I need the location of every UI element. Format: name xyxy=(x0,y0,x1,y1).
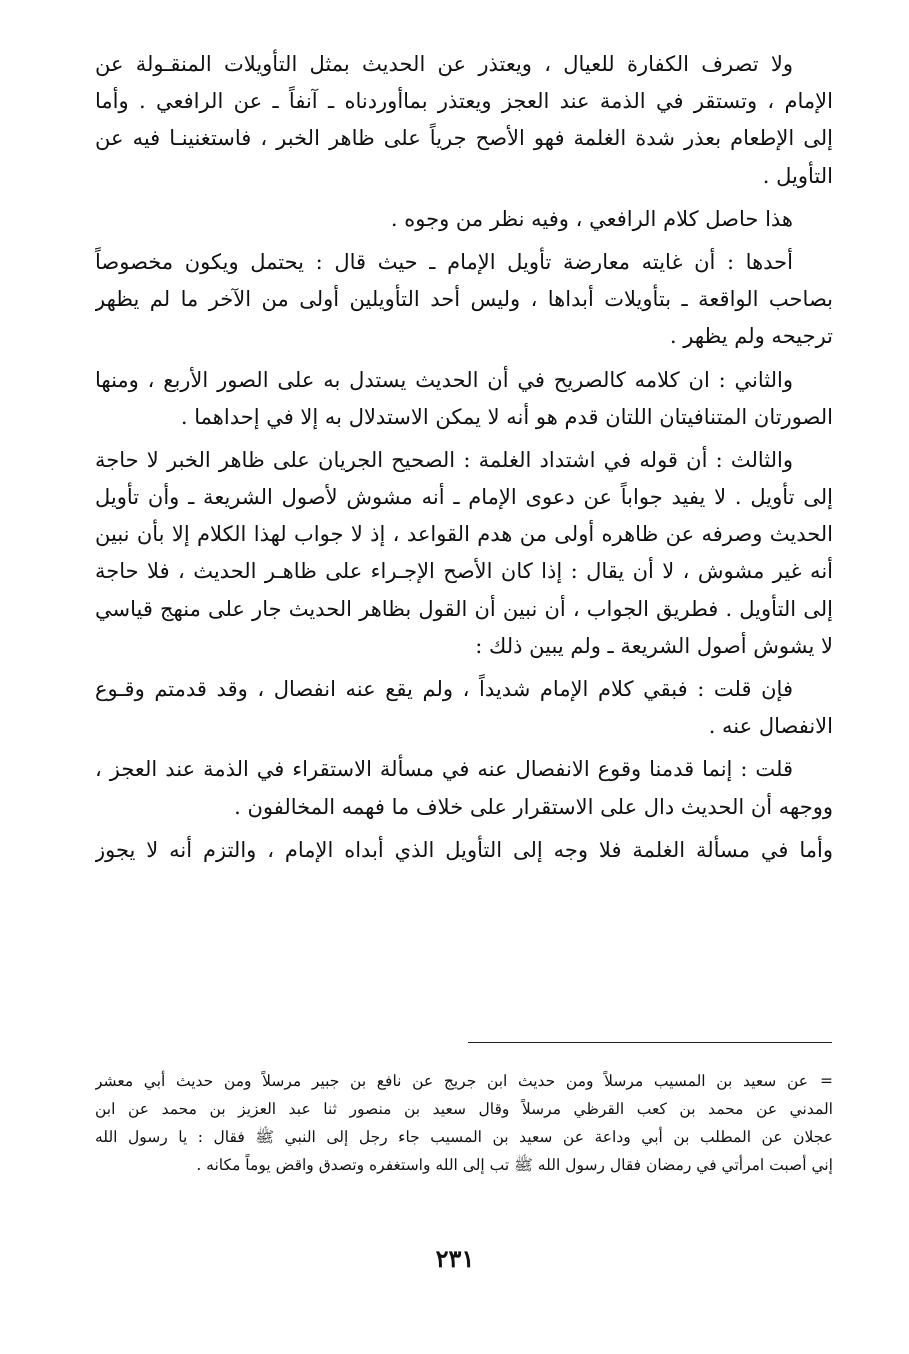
page-number: ٢٣١ xyxy=(435,1244,475,1273)
text-line: وأما في مسألة الغلمة فلا وجه إلى التأويل الذي أبداه الإمام ، والتزم أنه لا يجوز xyxy=(95,837,833,862)
text-line: الصورتان المتنافيتان اللتان قدم هو أنه لا يمكن الاستدلال به إلا في إحداهما . xyxy=(180,404,833,429)
text-line: قلت : إنما قدمنا وقوع الانفصال عنه في مسألة الاستقراء في الذمة عند العجز ، xyxy=(95,757,793,782)
text-line: التأويل . xyxy=(762,163,833,188)
text-line: والثاني : ان كلامه كالصريح في أن الحديث يستدل به على الصور الأربع ، ومنها xyxy=(95,367,793,392)
text-line: ولا تصرف الكفارة للعيال ، ويعتذر عن الحديث بمثل التأويلات المنقـولة عن xyxy=(95,52,793,76)
text-line: هذا حاصل كلام الرافعي ، وفيه نظر من وجوه . xyxy=(390,206,793,231)
text-line: بصاحب الواقعة ـ بتأويلات أبداها ، وليس أحد التأويلين أولى من الآخر ما لم يظهر xyxy=(95,287,833,312)
footnote-line: المدني عن محمد بن كعب القرظي مرسلاً وقال سعيد بن منصور ثنا عبد العزيز بن محمد عن ابن xyxy=(95,1100,833,1118)
footnote-line xyxy=(95,1067,833,1095)
footnotes xyxy=(95,1067,833,1179)
paragraph-2 xyxy=(95,201,833,238)
text-line: الانفصال عنه . xyxy=(708,714,833,739)
text-line: إلى تأويل . لا يفيد جواباً عن دعوى الإمام ـ أنه مشوش لأصول الشريعة ـ وأن تأويل xyxy=(95,485,833,510)
paragraph-3 xyxy=(95,244,833,356)
paragraph-1 xyxy=(95,46,833,195)
paragraph-7 xyxy=(95,751,833,825)
text-line: ووجهه أن الحديث دال على الاستقرار على خلاف ما فهمه المخالفون . xyxy=(234,794,833,819)
footnote-line: إني أصبت امرأتي في رمضان فقال رسول الله ﷺ تب إلى الله واستغفره وتصدق واقض يوماً مكانه . xyxy=(196,1156,833,1174)
text-line: إلى التأويل . فطريق الجواب ، أن نبين أن القول بظاهر الحديث جار على منهج قياسي xyxy=(95,596,833,621)
paragraph-4 xyxy=(95,362,833,436)
footnote-text: عن سعيد بن المسيب مرسلاً ومن حديث ابن جريج عن نافع بن جبير مرسلاً ومن حديث أبي معشر xyxy=(95,1072,808,1090)
paragraph-5 xyxy=(95,442,833,665)
text-line: إلى الإطعام بعذر شدة الغلمة فهو الأصح جرياً على ظاهر الخبر ، فاستغنينـا فيه عن xyxy=(95,126,833,151)
footnote-line: عجلان عن المطلب بن أبي وداعة عن سعيد بن المسيب جاء رجل إلى النبي ﷺ فقال : يا رسول الله xyxy=(95,1128,833,1146)
text-line: لا يشوش أصول الشريعة ـ ولم يبين ذلك : xyxy=(475,633,833,658)
footnote-divider xyxy=(468,1042,832,1043)
text-line: والثالث : أن قوله في اشتداد الغلمة : الصحيح الجريان على ظاهر الخبر لا حاجة xyxy=(95,447,793,472)
text-line: الحديث وصرفه عن ظاهره أولى من هدم القواعد ، إذ لا جواب لهذا الكلام إلا بأن نبين xyxy=(95,522,833,547)
text-line: الإمام ، وتستقر في الذمة عند العجز ويعتذر بماأوردناه ـ آنفاً ـ عن الرافعي . وأما xyxy=(95,89,833,114)
text-line: فإن قلت : فبقي كلام الإمام شديداً ، ولم يقع عنه انفصال ، وقد قدمتم وقـوع xyxy=(95,677,793,701)
text-line: أنه غير مشوش ، لا أن يقال : إذا كان الأصح الإجـراء على ظاهـر الحديث ، فلا حاجة xyxy=(95,559,833,584)
paragraph-6 xyxy=(95,671,833,745)
footnote-continuation-marker: = xyxy=(820,1072,833,1090)
text-line: أحدها : أن غايته معارضة تأويل الإمام ـ حيث قال : يحتمل ويكون مخصوصاً xyxy=(95,249,793,274)
main-text xyxy=(95,46,833,869)
text-line: ترجيحه ولم يظهر . xyxy=(669,324,833,349)
paragraph-8 xyxy=(95,832,833,869)
